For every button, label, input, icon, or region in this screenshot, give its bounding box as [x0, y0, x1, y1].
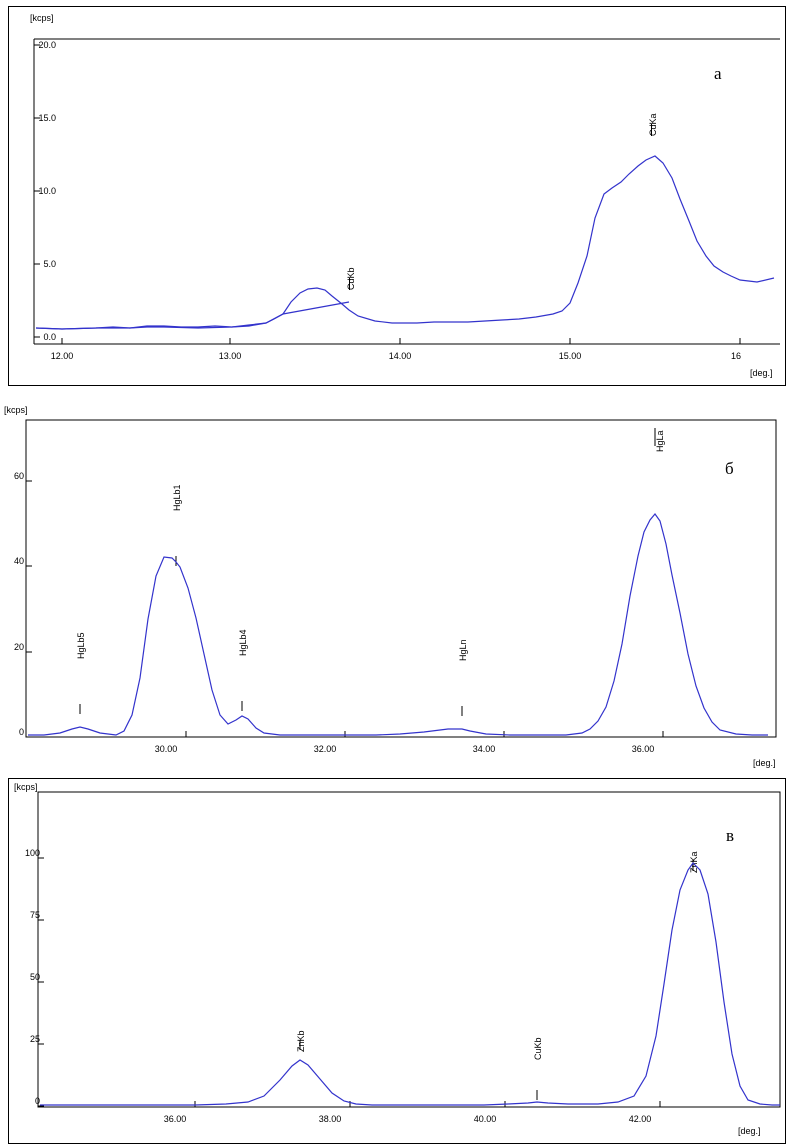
panel-c-ytick-0: 0: [34, 1096, 40, 1106]
panel-c-ytick-3: 75: [29, 910, 40, 920]
panel-c-ytick-1: 25: [29, 1034, 40, 1044]
panel-a-peak-cdkb: CdKb: [346, 267, 356, 290]
panel-a-plot: [8, 6, 786, 386]
panel-c-plot: [8, 778, 786, 1144]
panel-b-xtick-1: 32.00: [313, 744, 337, 754]
panel-a-peak-cdka: CdKa: [648, 113, 658, 136]
panel-c-xtick-0: 36.00: [163, 1114, 187, 1124]
panel-c-ytick-2: 50: [29, 972, 40, 982]
panel-a-xtick-0: 12.00: [50, 351, 74, 361]
panel-b-plot: [0, 404, 794, 770]
panel-b-peak-hglb5: HgLb5: [76, 632, 86, 659]
panel-b-letter: б: [725, 459, 734, 478]
panel-b-svg: [0, 404, 794, 770]
panel-a-xtick-1: 13.00: [218, 351, 242, 361]
panel-b-xtick-2: 34.00: [472, 744, 496, 754]
panel-b-xtick-0: 30.00: [154, 744, 178, 754]
panel-c-xtick-3: 42.00: [628, 1114, 652, 1124]
panel-c-y-unit: [kcps]: [14, 782, 38, 792]
panel-a: [8, 6, 786, 386]
panel-b-x-unit: [deg.]: [753, 758, 776, 768]
panel-b-xtick-3: 36.00: [631, 744, 655, 754]
panel-b-ytick-1: 20: [13, 642, 24, 652]
panel-c-xtick-1: 38.00: [318, 1114, 342, 1124]
panel-a-ytick-4: 20.0: [38, 40, 56, 50]
panel-c-peak-znka: ZnKa: [689, 851, 699, 873]
panel-a-ytick-0: 0.0: [43, 332, 56, 342]
panel-b-peak-hgla: HgLa: [655, 430, 665, 452]
panel-b-peak-hgln: HgLn: [458, 639, 468, 661]
panel-b-y-unit: [kcps]: [4, 405, 28, 415]
panel-a-svg: [8, 6, 786, 386]
panel-c-xtick-2: 40.00: [473, 1114, 497, 1124]
panel-b-ytick-3: 60: [13, 471, 24, 481]
panel-b-peak-hglb1: HgLb1: [172, 484, 182, 511]
panel-a-xtick-3: 15.00: [558, 351, 582, 361]
panel-c-ytick-4: 100: [24, 848, 40, 858]
panel-a-xtick-2: 14.00: [388, 351, 412, 361]
panel-b-ytick-2: 40: [13, 556, 24, 566]
panel-a-xtick-4: 16: [730, 351, 742, 361]
panel-c-x-unit: [deg.]: [738, 1126, 761, 1136]
panel-a-ytick-1: 5.0: [43, 259, 56, 269]
panel-c-peak-cukb: CuKb: [533, 1037, 543, 1060]
panel-c-letter: в: [726, 826, 735, 845]
panel-a-ytick-3: 15.0: [38, 113, 56, 123]
panel-a-y-unit: [kcps]: [30, 13, 54, 23]
panel-c-svg: [8, 778, 786, 1144]
panel-c: [8, 778, 786, 1144]
panel-a-letter: а: [714, 64, 722, 83]
panel-c-peak-znkb: ZnKb: [296, 1030, 306, 1052]
panel-a-x-unit: [deg.]: [750, 368, 773, 378]
panel-b: [0, 404, 794, 770]
panel-b-peak-hglb4: HgLb4: [238, 629, 248, 656]
panel-a-ytick-2: 10.0: [38, 186, 56, 196]
panel-b-ytick-0: 0: [18, 727, 24, 737]
